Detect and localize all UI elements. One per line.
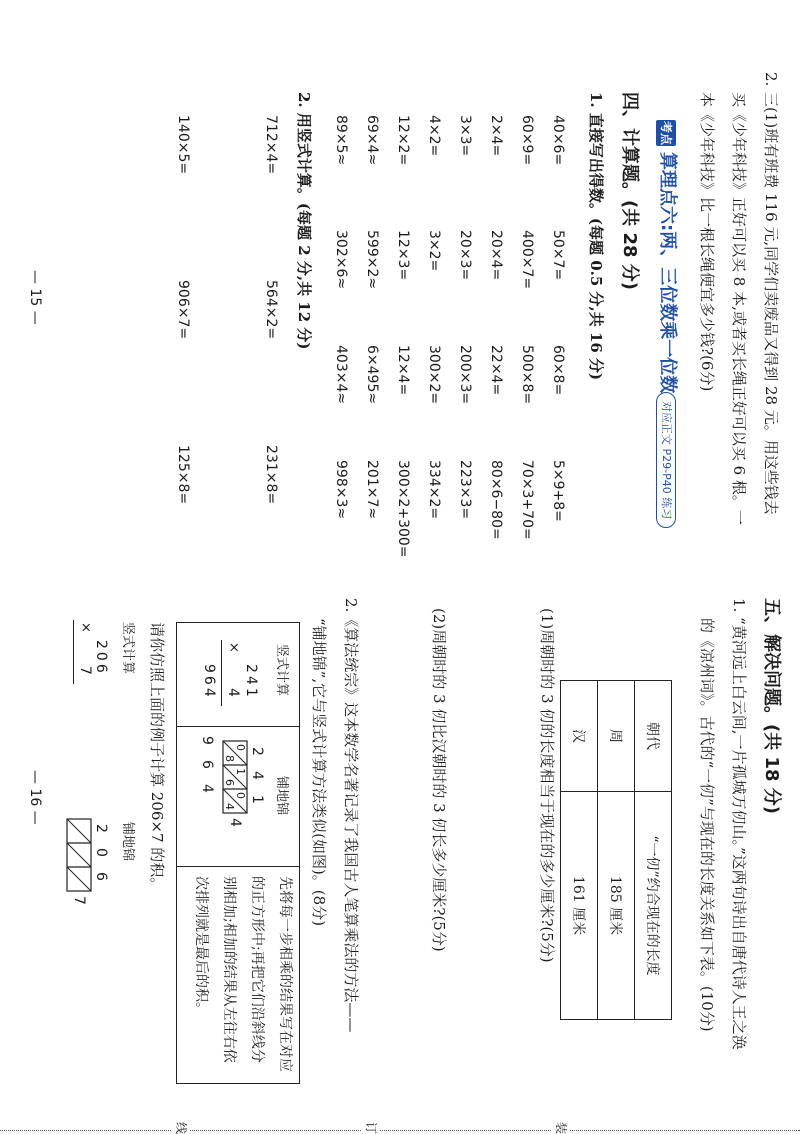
oral-calc-item: 89×5≈ — [333, 115, 349, 166]
pudijin-result-digit: 4 — [199, 784, 215, 793]
oral-calc-item: 300×2+300= — [395, 460, 411, 558]
problem-2-line-2: 买《少年科技》正好可以买 8 本,或者买长绳正好可以买 6 根。一 — [730, 92, 748, 525]
problem-2-line-1: 2.《算法统宗》这本数学名著记录了我国古人笔算乘法的方法—— — [342, 598, 360, 1033]
pudijin-top-digit: 2 — [249, 747, 265, 756]
pudijin-cell-upper: 0 — [234, 792, 247, 799]
oral-calc-item: 302×6≈ — [333, 230, 349, 290]
table-row — [598, 681, 635, 1020]
problem-1-line-2: 的《凉州词》。古代的“一仞”与现在的长度关系如下表。(10分) — [698, 618, 716, 1032]
table-header-length: “一仞”约合现在的长度 — [635, 792, 672, 1020]
task-rule — [73, 620, 74, 684]
key-point-title: 算理点六:两、三位数乘一位数 — [657, 152, 678, 394]
vertical-calc-item: 125×8= — [175, 445, 191, 505]
task-pudijin-label: 铺地锦 — [120, 822, 135, 862]
pudijin-result-digit: 9 — [199, 736, 215, 745]
task-top-number: 206 — [93, 640, 109, 676]
oral-calc-item: 500×8= — [519, 345, 535, 405]
page-number-15: — 15 — — [27, 270, 43, 325]
vertical-calc-item: 140×5= — [175, 115, 191, 175]
example-product: 964 — [201, 664, 217, 700]
task-pudijin-right-digit: 7 — [71, 896, 87, 905]
oral-calc-item: 223×3= — [457, 460, 473, 520]
oral-calc-item: 12×4= — [395, 345, 411, 396]
oral-calc-item: 20×4= — [488, 230, 504, 281]
problem-1-line-1: 1. “黄河远上白云间,一片孤城万仞山。”这两句诗出自唐代诗人王之涣 — [730, 598, 748, 1050]
vertical-calc-item: 231×8= — [263, 445, 279, 505]
section-5-title: 五、解决问题。(共 18 分) — [761, 598, 782, 815]
question-2-title: 2. 用竖式计算。(每题 2 分,共 12 分) — [295, 92, 313, 350]
task-instruction: 请你仿照上面的例子计算 206×7 的积。 — [148, 622, 166, 893]
table-cell: 161 厘米 — [561, 792, 598, 1020]
table-cell: 185 厘米 — [598, 792, 635, 1020]
sub-question-2: (2)周朝时的 3 仞比汉朝时的 3 仞长多少厘米?(5分) — [430, 608, 448, 952]
oral-calc-item: 599×2≈ — [364, 230, 380, 290]
binding-mark: 装 — [554, 1122, 568, 1134]
oral-calc-item: 80×6−80= — [488, 460, 504, 540]
key-point-tag: 对应正文 P29-P40 练习 — [656, 392, 676, 528]
vertical-calc-item: 906×7= — [175, 280, 191, 340]
binding-mark: 订 — [364, 1122, 378, 1134]
table-cell: 汉 — [561, 681, 598, 792]
pudijin-top-digit: 4 — [249, 771, 265, 780]
oral-calc-item: 300×2= — [426, 345, 442, 405]
oral-calc-item: 60×8= — [550, 345, 566, 396]
vertical-calc-item: 712×4= — [263, 115, 279, 175]
key-point-icon: 考点 — [656, 120, 676, 146]
oral-calc-item: 400×7= — [519, 230, 535, 290]
sub-question-1: (1)周朝时的 3 仞的长度相当于现在的多少厘米?(5分) — [538, 608, 556, 963]
oral-calc-item: 50×7= — [550, 230, 566, 281]
table-row — [561, 681, 598, 1020]
example-times-sign: × — [226, 642, 241, 653]
pudijin-cell-upper: 1 — [234, 768, 247, 775]
binding-line — [0, 1130, 800, 1131]
pudijin-top-digit: 1 — [249, 795, 265, 804]
table-header-row — [635, 681, 672, 1020]
oral-calc-item: 22×4= — [488, 345, 504, 396]
oral-calc-item: 60×9= — [519, 115, 535, 166]
oral-calc-item: 403×4≈ — [333, 345, 349, 405]
oral-calc-item: 70×3+70= — [519, 460, 535, 540]
oral-calc-item: 334×2= — [426, 460, 442, 520]
example-multiplier: 4 — [225, 688, 241, 697]
explanation-line: 别相加;相加的结果从左往右依 — [221, 876, 237, 1063]
question-1-title: 1. 直接写出得数。(每题 0.5 分,共 16 分) — [587, 92, 605, 381]
oral-calc-item: 69×4≈ — [364, 115, 380, 166]
problem-2-number: 2. — [762, 72, 780, 87]
pudijin-result-digit: 6 — [199, 760, 215, 769]
example-pudijin-label: 铺地锦 — [274, 776, 289, 816]
oral-calc-item: 20×3= — [457, 230, 473, 281]
example-vertical-label: 竖式计算 — [274, 644, 289, 697]
oral-calc-item: 12×3= — [395, 230, 411, 281]
oral-calc-item: 2×4= — [488, 115, 504, 157]
oral-calc-item: 12×2= — [395, 115, 411, 166]
dynasty-table — [560, 680, 672, 1020]
example-rule — [221, 640, 222, 706]
oral-calc-item: 5×9+8= — [550, 460, 566, 522]
task-pudijin-top-digit: 0 — [93, 848, 109, 857]
pudijin-right-digit: 4 — [227, 818, 243, 827]
oral-calc-item: 3×3= — [457, 115, 473, 157]
example-top-number: 241 — [243, 664, 259, 700]
pudijin-cell-lower: 6 — [223, 779, 236, 786]
explanation-line: 先将每一步相乘的结果写在对应 — [277, 876, 293, 1072]
oral-calc-item: 201×7≈ — [364, 460, 380, 520]
task-pudijin-top-digit: 6 — [93, 872, 109, 881]
table-cell: 周 — [598, 681, 635, 792]
example-divider — [176, 866, 300, 867]
oral-calc-item: 998×3≈ — [333, 460, 349, 520]
table-header-dynasty: 朝代 — [635, 681, 672, 792]
page-number-16: — 16 — — [27, 770, 43, 825]
pudijin-cell-lower: 4 — [223, 803, 236, 810]
task-pudijin-grid — [64, 818, 92, 898]
binding-mark: 线 — [174, 1122, 188, 1134]
explanation-line: 的正方形中;再把它们沿斜线分 — [249, 876, 265, 1063]
oral-calc-item: 40×6= — [550, 115, 566, 166]
task-multiplier: 7 — [77, 666, 93, 675]
problem-2-line-2: “铺地锦”,它与竖式计算方法类似(如图)。(8分) — [310, 618, 328, 927]
example-divider — [176, 726, 300, 727]
task-pudijin-top-digit: 2 — [93, 824, 109, 833]
oral-calc-item: 200×3= — [457, 345, 473, 405]
problem-2-line-3: 本《少年科技》比一根长绳便宜多少钱?(6分) — [698, 92, 716, 392]
oral-calc-item: 3×2= — [426, 230, 442, 272]
problem-2-line-1: 三(1)班有班费 116 元,同学们卖废品又得到 28 元。用这些钱去 — [762, 92, 780, 515]
pudijin-cell-upper: 0 — [234, 744, 247, 751]
section-4-title: 四、计算题。(共 28 分) — [619, 92, 640, 291]
pudijin-cell-lower: 8 — [223, 755, 236, 762]
task-times-sign: × — [78, 622, 93, 633]
oral-calc-item: 4×2= — [426, 115, 442, 157]
task-vertical-label: 竖式计算 — [120, 622, 135, 675]
oral-calc-item: 6×495≈ — [364, 345, 380, 405]
explanation-line: 次排列就是最后的积。 — [193, 876, 209, 1016]
vertical-calc-item: 564×2= — [263, 280, 279, 340]
